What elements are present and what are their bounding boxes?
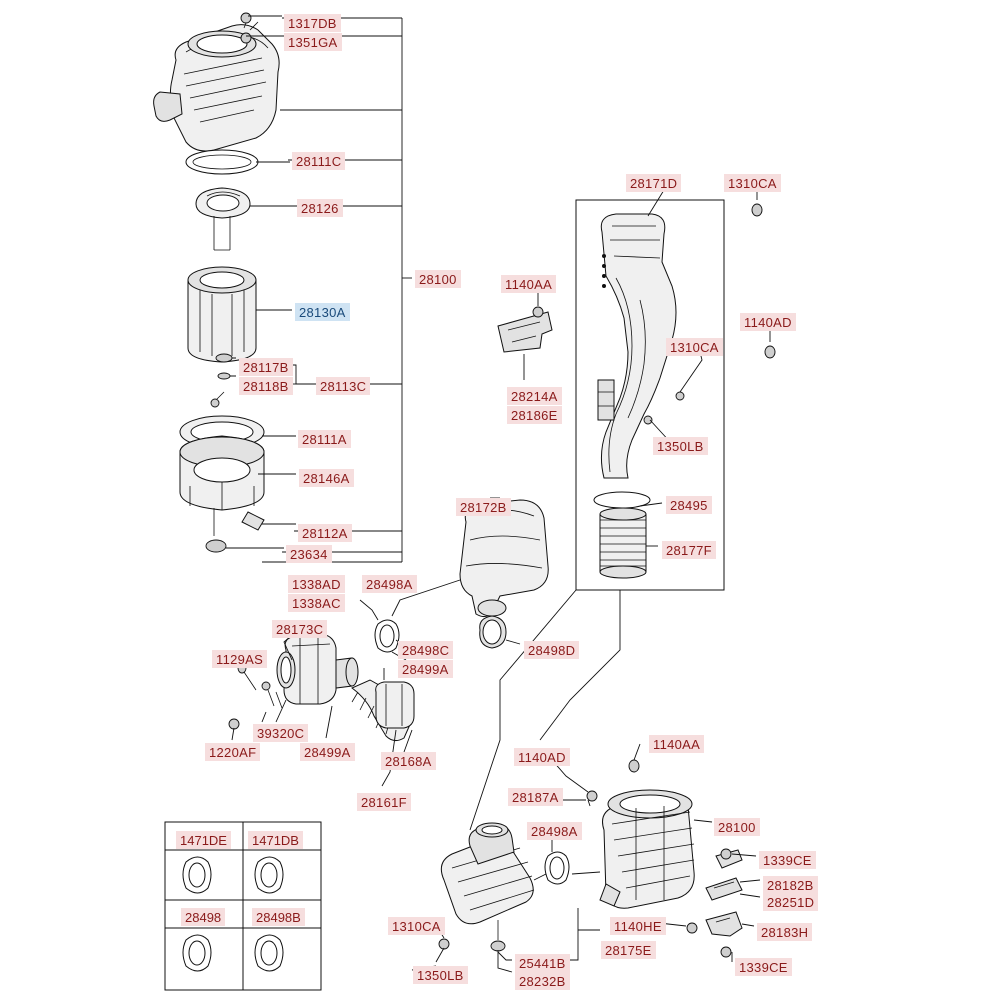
part-label-28113c[interactable]: 28113C xyxy=(316,377,370,395)
part-label-1310ca-low[interactable]: 1310CA xyxy=(388,917,445,935)
part-label-1339ce-up[interactable]: 1339CE xyxy=(759,851,816,869)
part-label-28499a-mid[interactable]: 28499A xyxy=(398,660,453,678)
part-label-28499a-low[interactable]: 28499A xyxy=(300,743,355,761)
part-label-28187a[interactable]: 28187A xyxy=(508,788,563,806)
legend-label-1471de[interactable]: 1471DE xyxy=(176,831,231,849)
part-label-1140he[interactable]: 1140HE xyxy=(610,917,666,935)
part-label-28100-top[interactable]: 28100 xyxy=(415,270,461,288)
part-label-39320c[interactable]: 39320C xyxy=(253,724,308,742)
part-label-28495[interactable]: 28495 xyxy=(666,496,712,514)
part-label-28251d[interactable]: 28251D xyxy=(763,893,818,911)
part-label-28111c[interactable]: 28111C xyxy=(292,152,345,170)
part-label-28130a[interactable]: 28130A xyxy=(295,303,350,321)
legend-label-28498[interactable]: 28498 xyxy=(181,908,225,926)
part-label-28172b[interactable]: 28172B xyxy=(456,498,511,516)
part-label-1350lb-up[interactable]: 1350LB xyxy=(653,437,708,455)
part-label-28146a[interactable]: 28146A xyxy=(299,469,354,487)
part-label-1129as[interactable]: 1129AS xyxy=(212,650,267,668)
part-label-28498d[interactable]: 28498D xyxy=(524,641,579,659)
legend-label-28498b[interactable]: 28498B xyxy=(252,908,305,926)
part-label-28112a[interactable]: 28112A xyxy=(298,524,352,542)
part-label-1338ad[interactable]: 1338AD xyxy=(288,575,345,593)
part-label-25441b[interactable]: 25441B xyxy=(515,954,570,972)
part-label-1338ac[interactable]: 1338AC xyxy=(288,594,345,612)
part-label-1350lb-low[interactable]: 1350LB xyxy=(413,966,468,984)
part-label-1140ad-up[interactable]: 1140AD xyxy=(740,313,796,331)
part-label-28126[interactable]: 28126 xyxy=(297,199,343,217)
part-label-1310ca-top[interactable]: 1310CA xyxy=(724,174,781,192)
part-label-28177f[interactable]: 28177F xyxy=(662,541,716,559)
part-label-28498a-low[interactable]: 28498A xyxy=(527,822,582,840)
part-label-28117b[interactable]: 28117B xyxy=(239,358,293,376)
part-label-1140aa-up[interactable]: 1140AA xyxy=(501,275,556,293)
part-label-28186e[interactable]: 28186E xyxy=(507,406,562,424)
part-label-28175e[interactable]: 28175E xyxy=(601,941,656,959)
part-label-28118b[interactable]: 28118B xyxy=(239,377,293,395)
part-label-28498a-left[interactable]: 28498A xyxy=(362,575,417,593)
part-label-28100-low[interactable]: 28100 xyxy=(714,818,760,836)
part-label-23634[interactable]: 23634 xyxy=(286,545,332,563)
part-label-28168a[interactable]: 28168A xyxy=(381,752,436,770)
part-label-28161f[interactable]: 28161F xyxy=(357,793,411,811)
part-label-28183h[interactable]: 28183H xyxy=(757,923,812,941)
part-label-28214a[interactable]: 28214A xyxy=(507,387,562,405)
part-label-28111a[interactable]: 28111A xyxy=(298,430,351,448)
part-label-28498c[interactable]: 28498C xyxy=(398,641,453,659)
part-label-1220af[interactable]: 1220AF xyxy=(205,743,260,761)
part-label-1351ga[interactable]: 1351GA xyxy=(284,33,342,51)
part-label-28182b[interactable]: 28182B xyxy=(763,876,818,894)
part-label-28232b[interactable]: 28232B xyxy=(515,972,570,990)
part-label-1317db[interactable]: 1317DB xyxy=(284,14,341,32)
part-label-28171d[interactable]: 28171D xyxy=(626,174,681,192)
part-label-1339ce-low[interactable]: 1339CE xyxy=(735,958,792,976)
legend-label-1471db[interactable]: 1471DB xyxy=(248,831,303,849)
part-label-28173c[interactable]: 28173C xyxy=(272,620,327,638)
part-label-1310ca-mid[interactable]: 1310CA xyxy=(666,338,723,356)
part-label-1140ad-low[interactable]: 1140AD xyxy=(514,748,570,766)
part-label-1140aa-low[interactable]: 1140AA xyxy=(649,735,704,753)
